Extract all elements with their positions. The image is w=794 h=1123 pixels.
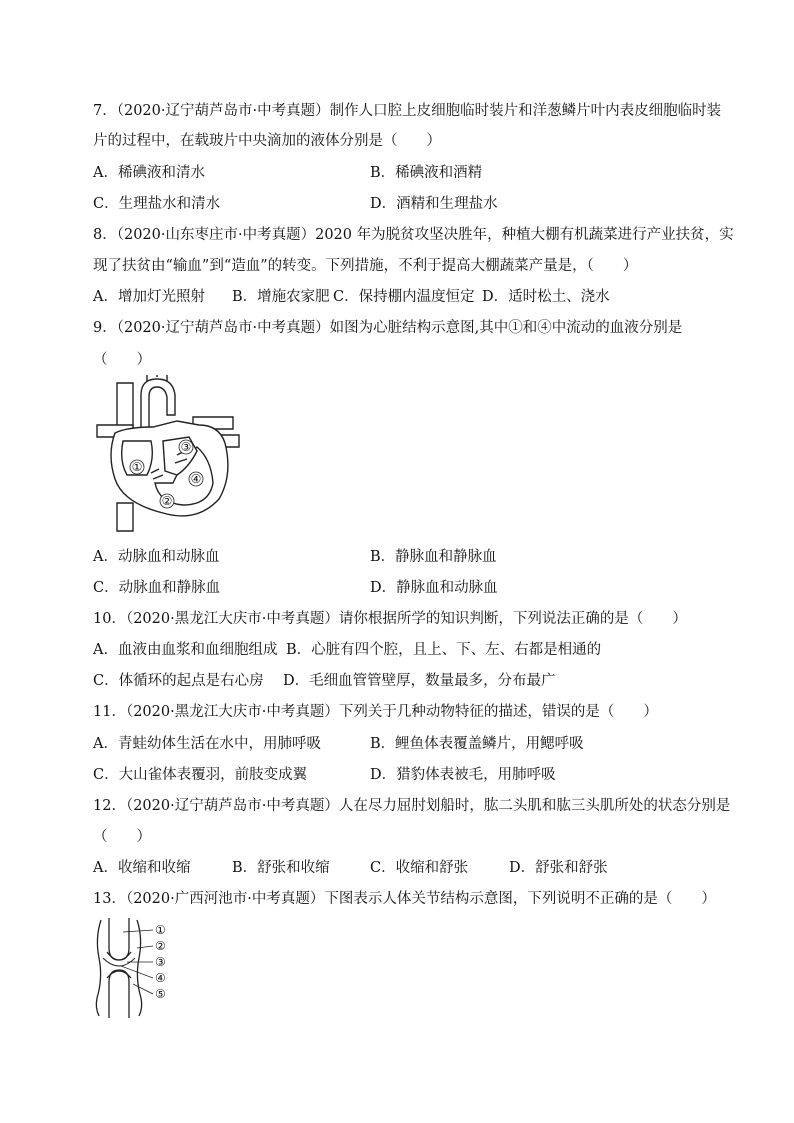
q7-option-d: D．酒精和生理盐水 [370, 196, 498, 212]
joint-label-2: ② [155, 939, 166, 953]
q7-stem-line-2: 片的过程中，在载玻片中央滴加的液体分别是（ ） [93, 133, 441, 149]
heart-label-3: ③ [180, 440, 192, 454]
q7-option-c: C．生理盐水和清水 [93, 196, 221, 212]
q13-stem-line-1: 13．（2020·广西河池市·中考真题）下图表示人体关节结构示意图，下列说明不正确的是（ ） [93, 891, 716, 907]
q8-option-a: A．增加灯光照射 [93, 289, 205, 305]
q10-option-c: C．体循环的起点是右心房 [93, 673, 264, 689]
q11-option-d: D．猎豹体表被毛，用肺呼吸 [370, 767, 556, 783]
q7-option-a: A．稀碘液和清水 [93, 165, 205, 181]
heart-label-4: ④ [190, 472, 202, 486]
q11-option-c: C．大山雀体表覆羽，前肢变成翼 [93, 767, 308, 783]
q12-option-b: B．舒张和收缩 [232, 860, 330, 876]
q12-stem-line-2: （ ） [93, 829, 151, 845]
q9-option-a: A．动脉血和动脉血 [93, 549, 220, 565]
q8-stem-line-1: 8．（2020·山东枣庄市·中考真题）2020 年为脱贫攻坚决胜年，种植大棚有机蔬菜进行产业扶贫，实 [93, 227, 734, 243]
q11-option-b: B．鲤鱼体表覆盖鳞片，用鳃呼吸 [370, 736, 584, 752]
q12-option-c: C．收缩和舒张 [370, 860, 469, 876]
joint-label-1: ① [155, 923, 166, 937]
q9-option-c: C．动脉血和静脉血 [93, 580, 221, 596]
q12-option-d: D．舒张和舒张 [509, 860, 608, 876]
joint-label-5: ⑤ [155, 987, 166, 1001]
joint-structure-diagram [93, 918, 188, 1018]
q9-option-b: B．静脉血和静脉血 [370, 549, 497, 565]
q9-option-d: D．静脉血和动脉血 [370, 580, 498, 596]
q12-stem-line-1: 12．（2020·辽宁葫芦岛市·中考真题）人在尽力屈肘划船时，肱二头肌和肱三头肌所处的状态分别是 [93, 798, 731, 814]
q7-option-b: B．稀碘液和酒精 [370, 165, 483, 181]
q11-stem-line-1: 11．（2020·黑龙江大庆市·中考真题）下列关于几种动物特征的描述，错误的是（ ） [93, 704, 658, 720]
heart-label-1: ① [131, 460, 143, 474]
q8-option-b: B．增施农家肥 [232, 289, 330, 305]
q9-stem-line-2: （ ） [93, 352, 151, 368]
heart-structure-diagram [93, 375, 243, 535]
q9-stem-line-1: 9．（2020·辽宁葫芦岛市·中考真题）如图为心脏结构示意图,其中①和④中流动的血液分别是 [93, 320, 683, 336]
heart-label-2: ② [161, 494, 173, 508]
q12-option-a: A．收缩和收缩 [93, 860, 191, 876]
q10-option-d: D．毛细血管管壁厚，数量最多，分布最广 [283, 673, 556, 689]
q8-option-c: C．保持棚内温度恒定 [333, 289, 475, 305]
q8-stem-line-2: 现了扶贫由“输血”到“造血”的转变。下列措施，不利于提高大棚蔬菜产量是，（ ） [93, 258, 638, 274]
q10-option-a: A．血液由血浆和血细胞组成 [93, 642, 278, 658]
q7-stem-line-1: 7．（2020·辽宁葫芦岛市·中考真题）制作人口腔上皮细胞临时装片和洋葱鳞片叶内表皮细胞临时装 [93, 103, 722, 119]
q10-stem-line-1: 10．（2020·黑龙江大庆市·中考真题）请你根据所学的知识判断，下列说法正确的是（ ） [93, 611, 687, 627]
q10-option-b: B．心脏有四个腔，且上、下、左、右都是相通的 [286, 642, 602, 658]
joint-label-3: ③ [155, 955, 166, 969]
joint-label-4: ④ [155, 971, 166, 985]
q8-option-d: D．适时松土、浇水 [482, 289, 610, 305]
q11-option-a: A．青蛙幼体生活在水中，用肺呼吸 [93, 736, 321, 752]
